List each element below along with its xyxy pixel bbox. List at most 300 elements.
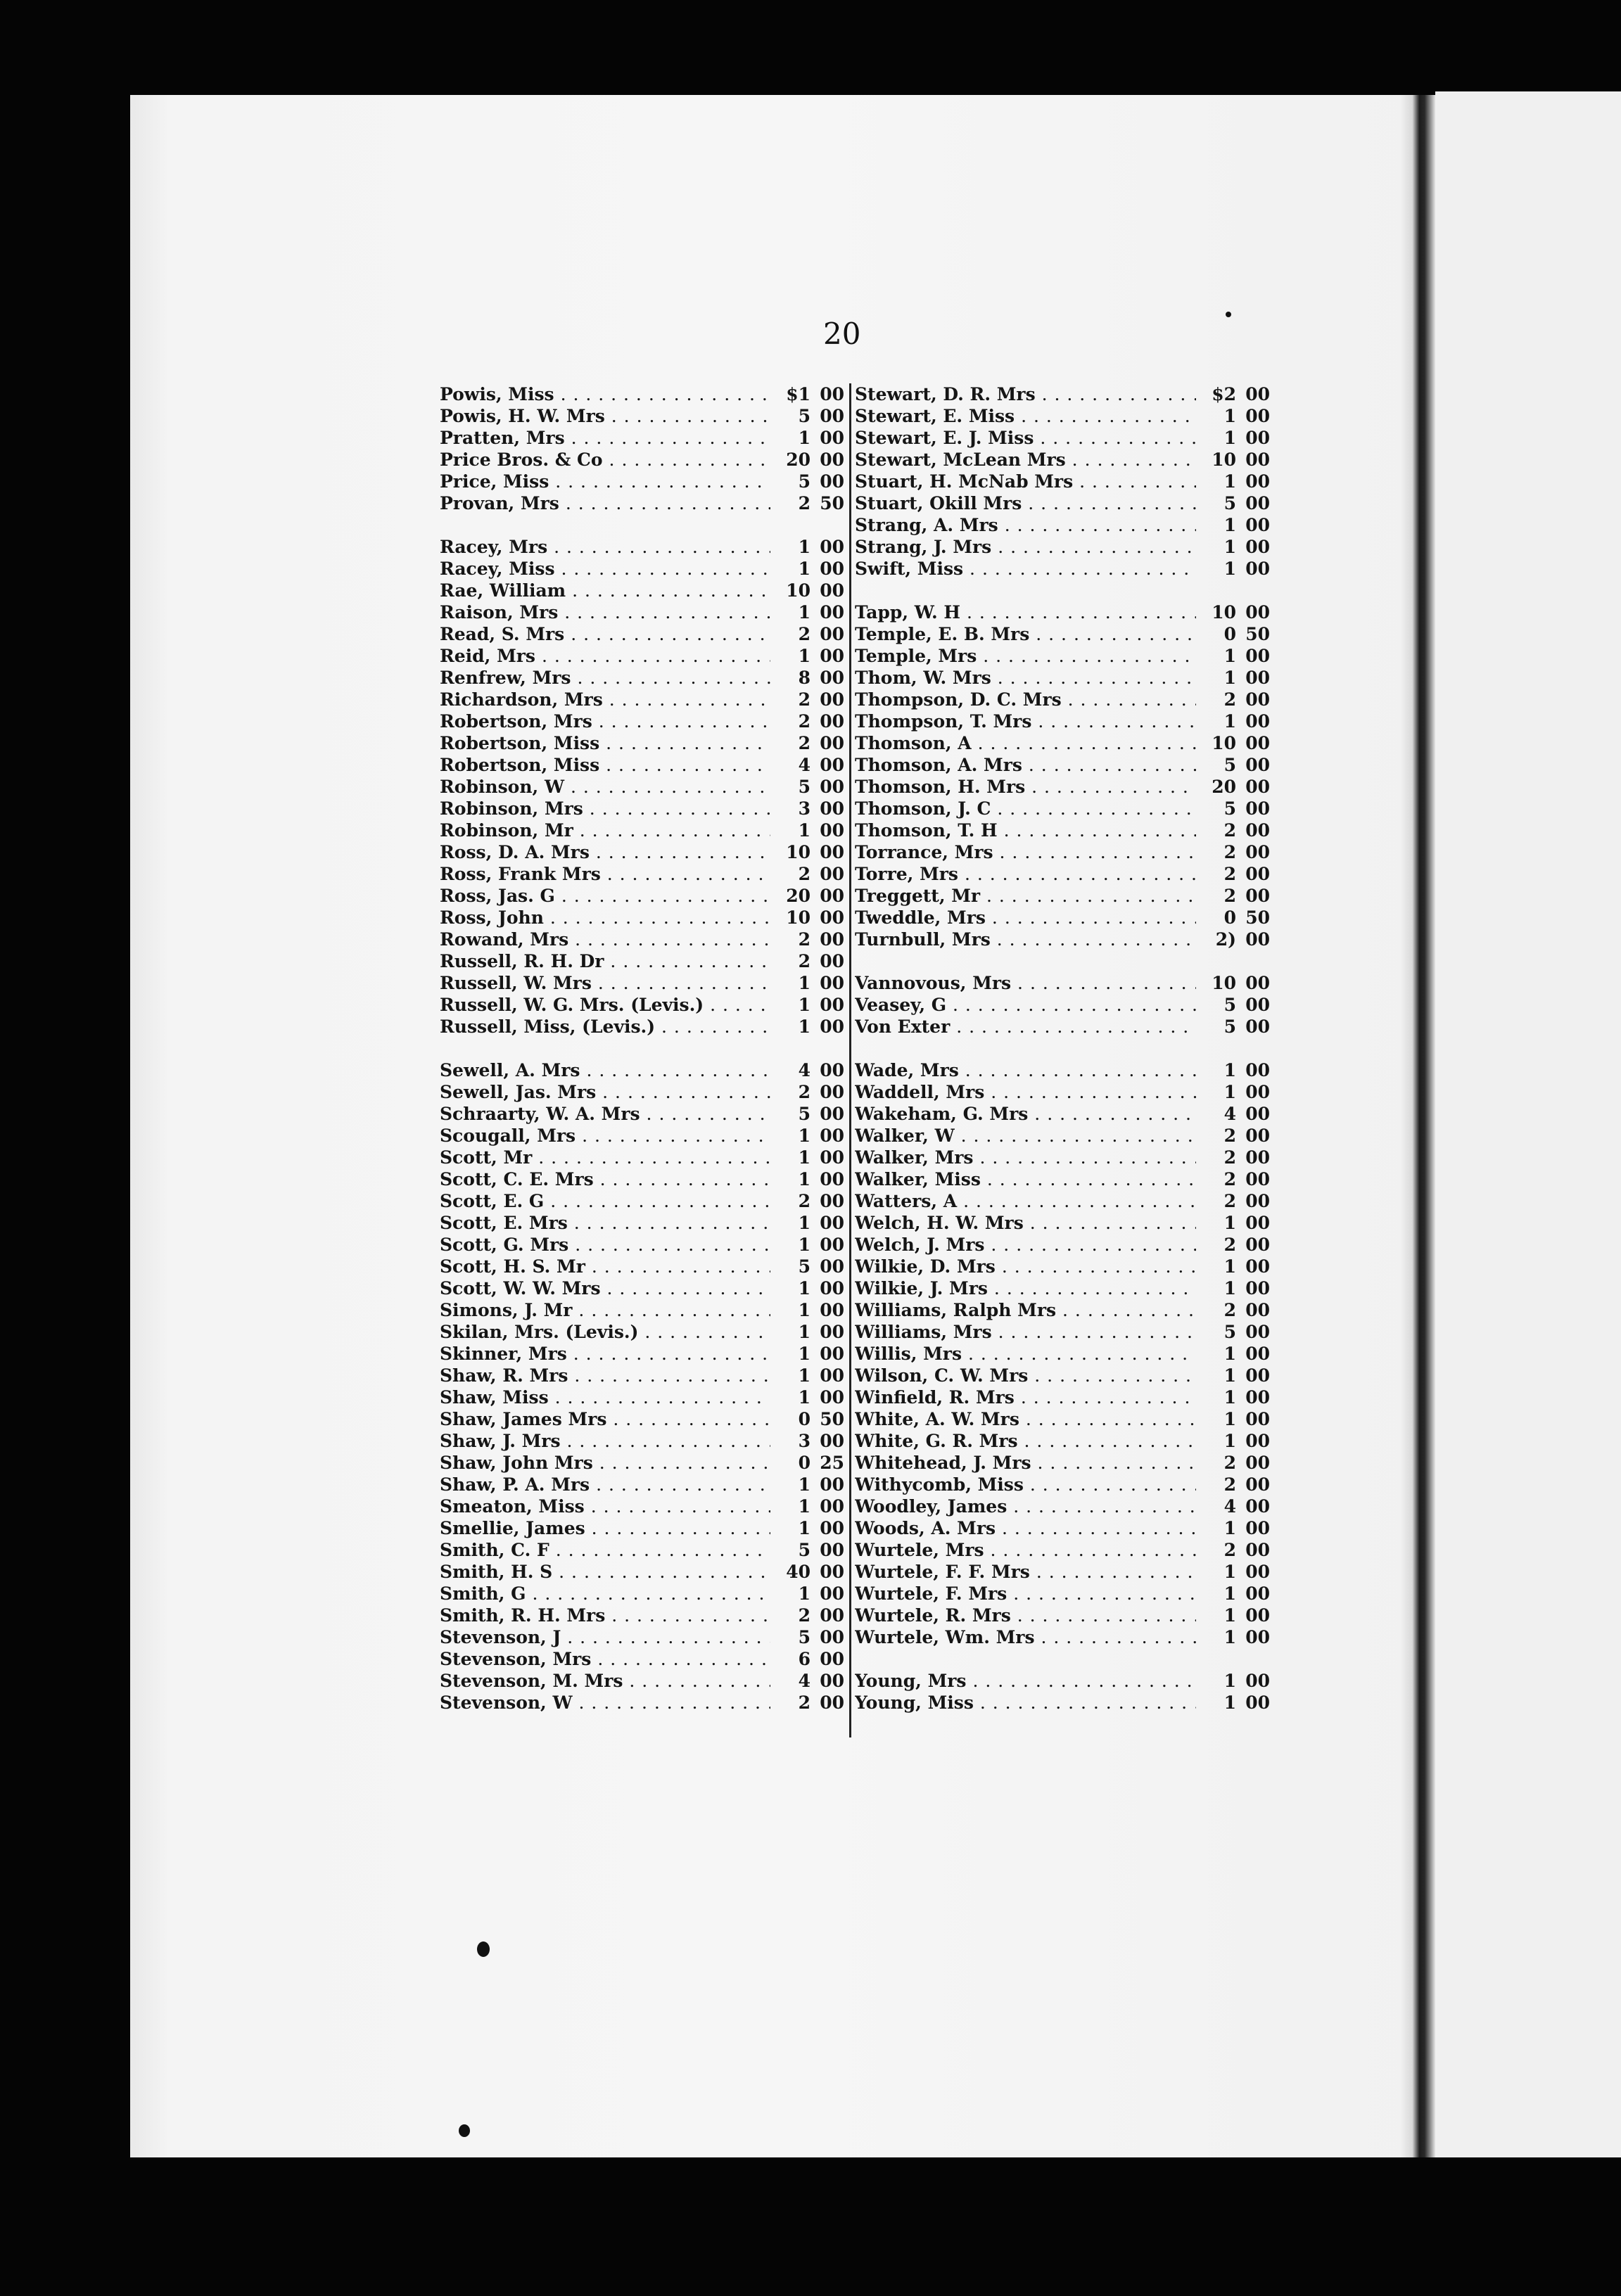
list-item <box>855 732 1270 754</box>
subscriber-name: Ross, Jas. G . . . <box>440 885 770 907</box>
amount-cents: 00 <box>820 1278 844 1299</box>
list-item <box>855 471 1270 492</box>
amount-cents: 00 <box>1245 733 1270 753</box>
list-item <box>855 1517 1270 1539</box>
list-item <box>855 885 1270 907</box>
subscriber-name: White, A. W. Mrs . . . <box>855 1408 1196 1430</box>
amount-dollars: 5 <box>798 1540 810 1560</box>
list-item <box>855 514 1270 536</box>
list-item <box>440 1648 844 1670</box>
amount-dollars: 2 <box>798 864 810 884</box>
subscriber-name: Robinson, Mr . . . <box>440 819 770 841</box>
list-item <box>855 1125 1270 1147</box>
subscriber-name: Schraarty, W. A. Mrs . . . <box>440 1103 770 1125</box>
section-gap <box>855 1648 1270 1670</box>
amount-cents: 00 <box>820 733 844 753</box>
amount-dollars: 20 <box>786 886 810 906</box>
ink-blot <box>459 2124 470 2137</box>
amount-cents: 00 <box>1245 1169 1270 1190</box>
subscriber-name: Ross, Frank Mrs . . . <box>440 863 770 885</box>
list-item <box>440 623 844 645</box>
list-item <box>440 1626 844 1648</box>
list-item <box>855 1147 1270 1168</box>
amount-dollars: $2 <box>1212 384 1236 404</box>
amount-cents: 00 <box>820 777 844 797</box>
amount-dollars: 1 <box>1223 537 1236 557</box>
amount-cents: 00 <box>820 559 844 579</box>
list-item <box>855 689 1270 710</box>
list-item <box>440 1321 844 1343</box>
amount-dollars: 1 <box>1223 1278 1236 1299</box>
amount-dollars: 2 <box>798 929 810 950</box>
subscriber-name: Ross, John . . . <box>440 907 770 929</box>
amount-cents: 00 <box>820 449 844 470</box>
amount-dollars: 1 <box>798 1518 810 1538</box>
amount-dollars: 2 <box>798 1191 810 1211</box>
amount-cents: 00 <box>1245 820 1270 841</box>
page-number: 20 <box>823 317 861 351</box>
amount-dollars: 2 <box>798 951 810 971</box>
subscriber-name: Swift, Miss . . . <box>855 558 1196 580</box>
list-item <box>440 907 844 929</box>
amount-dollars: 2 <box>1223 1300 1236 1320</box>
amount-cents: 00 <box>1245 1104 1270 1124</box>
list-item <box>855 1256 1270 1277</box>
list-item <box>855 710 1270 732</box>
list-item <box>440 1103 844 1125</box>
list-item <box>440 1016 844 1038</box>
amount-cents: 00 <box>820 907 844 928</box>
amount-dollars: 40 <box>786 1562 810 1582</box>
amount-cents: 00 <box>1245 1256 1270 1277</box>
amount-dollars: 1 <box>1223 515 1236 535</box>
list-item <box>440 471 844 492</box>
list-item <box>855 1626 1270 1648</box>
subscriber-name: Shaw, J. Mrs . . . <box>440 1430 770 1452</box>
list-item <box>440 1452 844 1474</box>
amount-cents: 00 <box>820 1344 844 1364</box>
subscriber-name: Renfrew, Mrs . . . <box>440 667 770 689</box>
amount-cents: 00 <box>820 995 844 1015</box>
list-item <box>440 1517 844 1539</box>
list-item <box>855 1539 1270 1561</box>
list-item <box>855 1430 1270 1452</box>
amount-cents: 00 <box>1245 711 1270 732</box>
subscriber-name: Scott, W. W. Mrs . . . <box>440 1277 770 1299</box>
list-item <box>440 1168 844 1190</box>
subscriber-name: Powis, H. W. Mrs . . . <box>440 405 770 427</box>
list-item <box>855 1365 1270 1386</box>
subscriber-name: Robertson, Miss . . . <box>440 732 770 754</box>
amount-dollars: 2 <box>1223 689 1236 710</box>
amount-cents: 00 <box>820 755 844 775</box>
subscriber-name: Robinson, W . . . <box>440 776 770 798</box>
subscriber-name: Welch, J. Mrs . . . <box>855 1234 1196 1256</box>
subscriber-name: Smeaton, Miss . . . <box>440 1495 770 1517</box>
subscriber-name: Shaw, James Mrs . . . <box>440 1408 770 1430</box>
list-item <box>855 427 1270 449</box>
subscriber-name: Rae, William . . . <box>440 580 770 601</box>
list-item <box>855 972 1270 994</box>
list-item <box>440 492 844 514</box>
list-item <box>855 819 1270 841</box>
amount-cents: 00 <box>1245 406 1270 426</box>
list-item <box>855 1343 1270 1365</box>
subscriber-name: Wilson, C. W. Mrs . . . <box>855 1365 1196 1386</box>
subscriber-name: Scott, H. S. Mr . . . <box>440 1256 770 1277</box>
list-item <box>440 1561 844 1583</box>
amount-cents: 00 <box>820 406 844 426</box>
subscriber-name: Wakeham, G. Mrs . . . <box>855 1103 1196 1125</box>
amount-cents: 00 <box>1245 1474 1270 1495</box>
amount-cents: 00 <box>820 1322 844 1342</box>
list-item <box>440 1256 844 1277</box>
list-item <box>855 1452 1270 1474</box>
subscriber-name: Von Exter . . . <box>855 1016 1196 1038</box>
subscriber-name: Smellie, James . . . <box>440 1517 770 1539</box>
list-item <box>440 1474 844 1495</box>
amount-cents: 00 <box>820 1104 844 1124</box>
amount-dollars: 1 <box>1223 1082 1236 1102</box>
list-item <box>855 1299 1270 1321</box>
amount-cents: 50 <box>820 493 844 514</box>
subscriber-name: Read, S. Mrs . . . <box>440 623 770 645</box>
amount-dollars: 5 <box>798 1256 810 1277</box>
list-item <box>855 449 1270 471</box>
subscriber-name: Wurtele, F. F. Mrs . . . <box>855 1561 1196 1583</box>
amount-cents: 00 <box>820 1060 844 1080</box>
subscriber-name: Shaw, John Mrs . . . <box>440 1452 770 1474</box>
amount-dollars: 1 <box>1223 1365 1236 1386</box>
amount-cents: 00 <box>820 1147 844 1168</box>
amount-dollars: 10 <box>1212 973 1236 993</box>
amount-cents: 00 <box>1245 493 1270 514</box>
amount-cents: 00 <box>820 798 844 819</box>
list-item <box>855 1474 1270 1495</box>
amount-cents: 00 <box>1245 1496 1270 1517</box>
amount-dollars: 0 <box>1223 624 1236 644</box>
amount-dollars: 2 <box>1223 1474 1236 1495</box>
list-item <box>855 1234 1270 1256</box>
amount-cents: 00 <box>1245 1278 1270 1299</box>
amount-cents: 00 <box>1245 1344 1270 1364</box>
subscriber-name: Turnbull, Mrs . . . <box>855 929 1196 950</box>
amount-cents: 50 <box>1245 907 1270 928</box>
amount-dollars: 4 <box>1223 1496 1236 1517</box>
list-item <box>855 667 1270 689</box>
subscriber-name: Ross, D. A. Mrs . . . <box>440 841 770 863</box>
subscriber-name: Shaw, R. Mrs . . . <box>440 1365 770 1386</box>
ink-blot <box>477 1941 490 1957</box>
subscriber-name: Racey, Mrs . . . <box>440 536 770 558</box>
amount-dollars: 5 <box>1223 1322 1236 1342</box>
amount-cents: 00 <box>1245 1431 1270 1451</box>
amount-cents: 50 <box>820 1409 844 1429</box>
list-item <box>440 383 844 405</box>
amount-cents: 00 <box>820 1213 844 1233</box>
subscriber-name: Russell, Miss, (Levis.) . . . <box>440 1016 770 1038</box>
subscriber-name: Raison, Mrs . . . <box>440 601 770 623</box>
amount-dollars: 1 <box>1223 1627 1236 1647</box>
amount-dollars: 1 <box>798 973 810 993</box>
amount-dollars: 1 <box>798 1213 810 1233</box>
column-divider <box>849 383 851 1737</box>
list-item <box>440 580 844 601</box>
amount-dollars: 10 <box>786 907 810 928</box>
section-gap <box>855 950 1270 972</box>
amount-dollars: 8 <box>798 668 810 688</box>
subscriber-name: Price Bros. & Co . . . <box>440 449 770 471</box>
subscriber-name: Whitehead, J. Mrs . . . <box>855 1452 1196 1474</box>
list-item <box>855 1103 1270 1125</box>
amount-cents: 00 <box>820 864 844 884</box>
list-item <box>440 558 844 580</box>
amount-dollars: 2 <box>798 689 810 710</box>
amount-cents: 00 <box>820 1125 844 1146</box>
amount-cents: 00 <box>1245 428 1270 448</box>
amount-cents: 00 <box>1245 1082 1270 1102</box>
amount-cents: 00 <box>1245 929 1270 950</box>
amount-cents: 00 <box>1245 559 1270 579</box>
subscriber-name: Russell, W. Mrs . . . <box>440 972 770 994</box>
subscriber-name: Tapp, W. H . . . <box>855 601 1196 623</box>
subscriber-name: Smith, G . . . <box>440 1583 770 1605</box>
subscriber-name: Strang, A. Mrs . . . <box>855 514 1196 536</box>
amount-cents: 00 <box>820 1583 844 1604</box>
amount-dollars: 2 <box>798 711 810 732</box>
amount-cents: 00 <box>820 1256 844 1277</box>
amount-dollars: 1 <box>798 559 810 579</box>
list-item <box>440 667 844 689</box>
subscriber-name: Skinner, Mrs . . . <box>440 1343 770 1365</box>
subscriber-name: Torre, Mrs . . . <box>855 863 1196 885</box>
list-item <box>855 1190 1270 1212</box>
amount-cents: 00 <box>820 471 844 492</box>
amount-dollars: 4 <box>798 1671 810 1691</box>
subscriber-name: Williams, Ralph Mrs . . . <box>855 1299 1196 1321</box>
amount-cents: 00 <box>1245 1235 1270 1255</box>
list-item <box>440 536 844 558</box>
amount-dollars: 1 <box>798 1344 810 1364</box>
subscriber-name: Woods, A. Mrs . . . <box>855 1517 1196 1539</box>
facing-page <box>1435 91 1621 2157</box>
amount-dollars: 0 <box>1223 907 1236 928</box>
list-item <box>440 841 844 863</box>
subscriber-name: Stewart, E. Miss . . . <box>855 405 1196 427</box>
amount-cents: 00 <box>820 820 844 841</box>
amount-cents: 00 <box>1245 1147 1270 1168</box>
amount-dollars: 1 <box>1223 1409 1236 1429</box>
amount-dollars: 1 <box>798 820 810 841</box>
subscriber-name: Walker, W . . . <box>855 1125 1196 1147</box>
amount-cents: 00 <box>820 1169 844 1190</box>
amount-dollars: 1 <box>1223 1387 1236 1408</box>
amount-cents: 00 <box>1245 1671 1270 1691</box>
amount-cents: 00 <box>820 1649 844 1669</box>
subscriber-name: Thomson, H. Mrs . . . <box>855 776 1196 798</box>
amount-cents: 00 <box>1245 1213 1270 1233</box>
amount-dollars: 6 <box>798 1649 810 1669</box>
list-item <box>440 1692 844 1714</box>
amount-dollars: 1 <box>1223 1431 1236 1451</box>
amount-dollars: 1 <box>798 1278 810 1299</box>
list-item <box>440 1147 844 1168</box>
amount-cents: 00 <box>1245 471 1270 492</box>
amount-cents: 00 <box>1245 1583 1270 1604</box>
amount-dollars: 2 <box>1223 1235 1236 1255</box>
list-item <box>440 1605 844 1626</box>
subscriber-name: Richardson, Mrs . . . <box>440 689 770 710</box>
amount-dollars: 10 <box>786 580 810 601</box>
amount-dollars: 2 <box>1223 1453 1236 1473</box>
list-item <box>440 732 844 754</box>
subscriber-name: Pratten, Mrs . . . <box>440 427 770 449</box>
list-item <box>855 623 1270 645</box>
amount-dollars: 1 <box>1223 1060 1236 1080</box>
subscriber-name: Watters, A . . . <box>855 1190 1196 1212</box>
list-item <box>440 1234 844 1256</box>
amount-dollars: 1 <box>1223 559 1236 579</box>
subscriber-name: Wurtele, Wm. Mrs . . . <box>855 1626 1196 1648</box>
list-item <box>855 536 1270 558</box>
amount-cents: 00 <box>820 1300 844 1320</box>
amount-dollars: 1 <box>798 428 810 448</box>
subscriber-name: Stewart, D. R. Mrs . . . <box>855 383 1196 405</box>
amount-cents: 00 <box>1245 646 1270 666</box>
list-item <box>855 994 1270 1016</box>
amount-dollars: 1 <box>798 1583 810 1604</box>
amount-dollars: 1 <box>1223 1344 1236 1364</box>
amount-dollars: 3 <box>798 1431 810 1451</box>
list-item <box>440 710 844 732</box>
list-item <box>440 1365 844 1386</box>
amount-cents: 00 <box>820 1518 844 1538</box>
subscriber-name: Wurtele, Mrs . . . <box>855 1539 1196 1561</box>
list-item <box>440 1190 844 1212</box>
subscriber-name: Stevenson, Mrs . . . <box>440 1648 770 1670</box>
amount-dollars: 2 <box>1223 842 1236 862</box>
subscriber-name: Wurtele, R. Mrs . . . <box>855 1605 1196 1626</box>
list-item <box>855 1692 1270 1714</box>
subscriber-name: Stevenson, W . . . <box>440 1692 770 1714</box>
amount-dollars: 1 <box>1223 668 1236 688</box>
subscriber-name: Williams, Mrs . . . <box>855 1321 1196 1343</box>
amount-cents: 00 <box>820 689 844 710</box>
subscriber-name: Willis, Mrs . . . <box>855 1343 1196 1365</box>
list-item <box>440 1059 844 1081</box>
subscriber-name: Wilkie, J. Mrs . . . <box>855 1277 1196 1299</box>
amount-dollars: 2 <box>1223 1147 1236 1168</box>
list-item <box>440 1386 844 1408</box>
amount-dollars: 1 <box>798 1125 810 1146</box>
amount-dollars: 1 <box>798 1235 810 1255</box>
list-item <box>855 492 1270 514</box>
amount-dollars: 2 <box>798 493 810 514</box>
amount-dollars: 5 <box>1223 493 1236 514</box>
list-item <box>440 994 844 1016</box>
subscriber-name: Robinson, Mrs . . . <box>440 798 770 819</box>
list-item <box>440 929 844 950</box>
amount-cents: 50 <box>1245 624 1270 644</box>
list-item <box>440 1125 844 1147</box>
amount-dollars: 2 <box>1223 886 1236 906</box>
subscriber-name: Tweddle, Mrs . . . <box>855 907 1196 929</box>
amount-dollars: 20 <box>786 449 810 470</box>
subscriber-name: Robertson, Mrs . . . <box>440 710 770 732</box>
amount-dollars: 10 <box>1212 449 1236 470</box>
subscriber-name: Racey, Miss . . . <box>440 558 770 580</box>
amount-cents: 00 <box>820 1016 844 1037</box>
subscriber-name: Young, Mrs . . . <box>855 1670 1196 1692</box>
amount-dollars: 1 <box>1223 1583 1236 1604</box>
amount-cents: 00 <box>820 951 844 971</box>
amount-dollars: 1 <box>798 537 810 557</box>
subscriber-name: Simons, J. Mr . . . <box>440 1299 770 1321</box>
amount-dollars: 2 <box>798 1692 810 1713</box>
subscriber-name: Shaw, P. A. Mrs . . . <box>440 1474 770 1495</box>
subscriber-name: Stewart, E. J. Miss . . . <box>855 427 1196 449</box>
amount-cents: 00 <box>1245 1540 1270 1560</box>
amount-cents: 00 <box>820 646 844 666</box>
list-item <box>855 1212 1270 1234</box>
list-item <box>855 1277 1270 1299</box>
amount-dollars: 1 <box>1223 406 1236 426</box>
amount-dollars: 10 <box>786 842 810 862</box>
subscriber-name: Strang, J. Mrs . . . <box>855 536 1196 558</box>
subscriber-name: Wilkie, D. Mrs . . . <box>855 1256 1196 1277</box>
subscriber-name: Scott, E. G . . . <box>440 1190 770 1212</box>
amount-dollars: 2 <box>1223 1191 1236 1211</box>
amount-dollars: 2 <box>1223 1125 1236 1146</box>
amount-cents: 00 <box>1245 1605 1270 1626</box>
amount-cents: 25 <box>820 1453 844 1473</box>
amount-dollars: 1 <box>1223 1518 1236 1538</box>
list-item <box>855 1408 1270 1430</box>
amount-dollars: 1 <box>798 995 810 1015</box>
subscriber-name: Rowand, Mrs . . . <box>440 929 770 950</box>
amount-dollars: 1 <box>1223 1256 1236 1277</box>
subscriber-name: Young, Miss . . . <box>855 1692 1196 1714</box>
list-item <box>440 405 844 427</box>
amount-cents: 00 <box>1245 1627 1270 1647</box>
amount-cents: 00 <box>820 1540 844 1560</box>
list-item <box>855 907 1270 929</box>
subscriber-name: Treggett, Mr . . . <box>855 885 1196 907</box>
amount-dollars: 5 <box>1223 798 1236 819</box>
amount-cents: 00 <box>820 602 844 623</box>
amount-cents: 00 <box>820 1191 844 1211</box>
list-item <box>855 1495 1270 1517</box>
amount-cents: 00 <box>820 1365 844 1386</box>
amount-dollars: 20 <box>1212 777 1236 797</box>
list-item <box>440 1408 844 1430</box>
subscriber-name: Powis, Miss . . . <box>440 383 770 405</box>
list-item <box>855 383 1270 405</box>
subscriber-list-right <box>855 383 1270 1714</box>
amount-cents: 00 <box>820 1671 844 1691</box>
subscriber-name: Scott, E. Mrs . . . <box>440 1212 770 1234</box>
amount-cents: 00 <box>1245 1016 1270 1037</box>
amount-cents: 00 <box>1245 755 1270 775</box>
amount-cents: 00 <box>1245 1409 1270 1429</box>
page-binding-gutter <box>1400 95 1435 2157</box>
list-item <box>855 558 1270 580</box>
list-item <box>440 601 844 623</box>
amount-dollars: 1 <box>798 1300 810 1320</box>
amount-cents: 00 <box>1245 1365 1270 1386</box>
list-item <box>440 863 844 885</box>
amount-dollars: 4 <box>798 1060 810 1080</box>
